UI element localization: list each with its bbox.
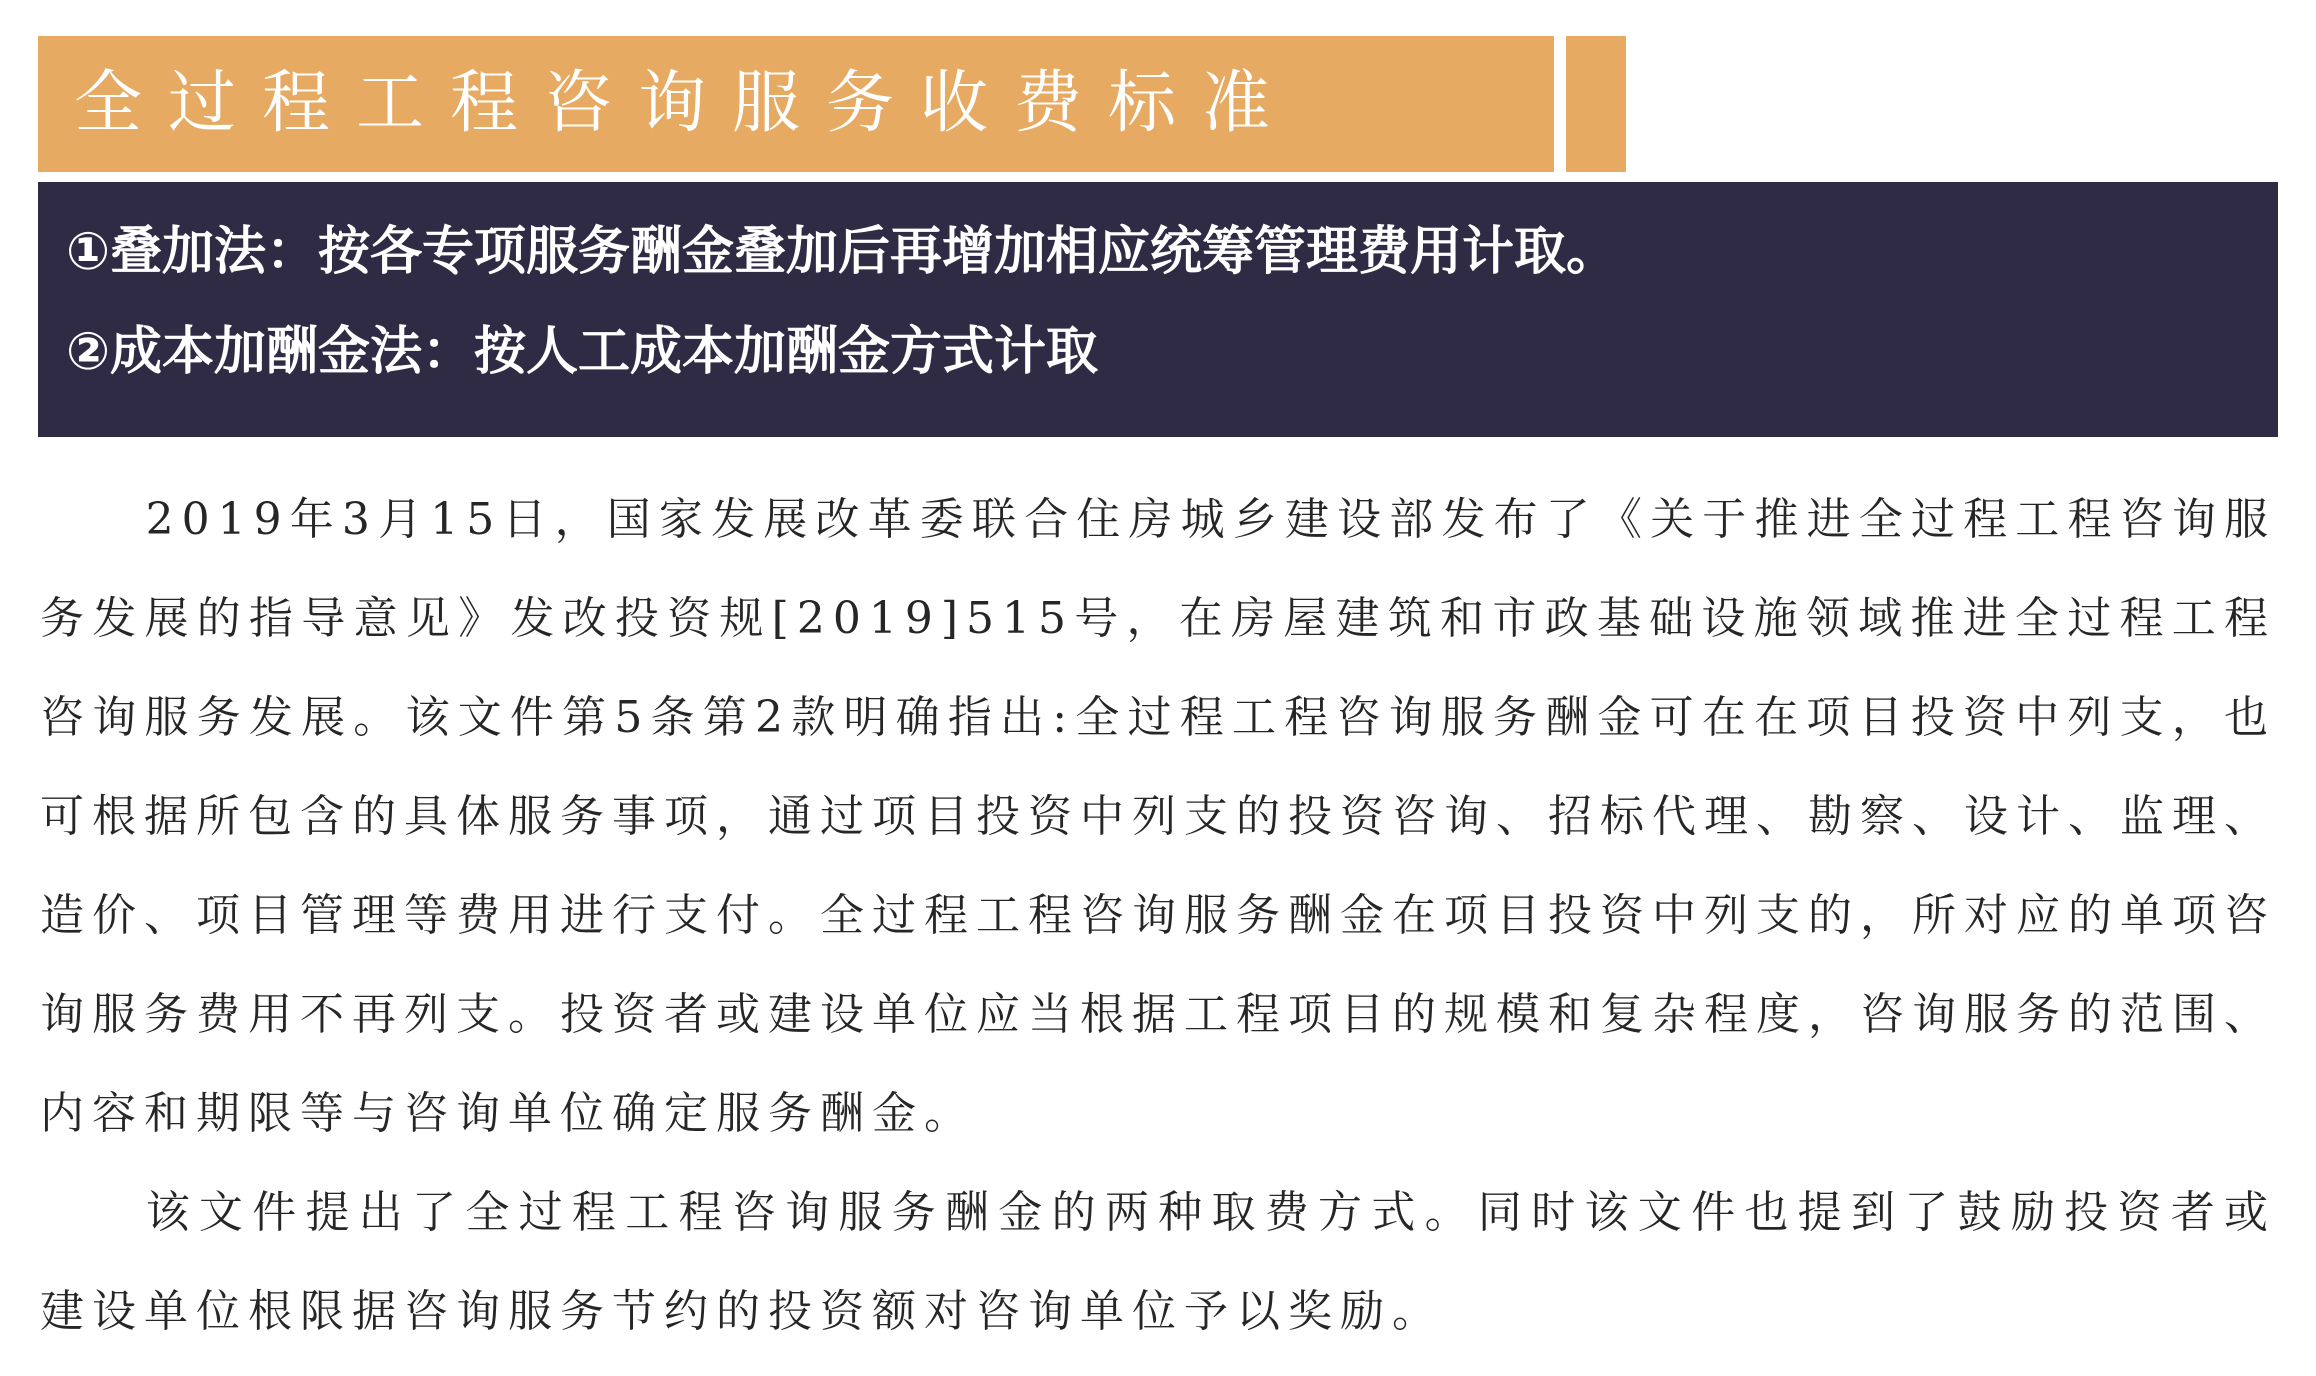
- title-accent-block: [1566, 36, 1626, 172]
- article-paragraph: 2019年3月15日，国家发展改革委联合住房城乡建设部发布了《关于推进全过程工程咨询服务发展的指导意见》发改投资规[2019]515号，在房屋建筑和市政基础设施领域推进全过程工程咨询服务发展。该文件第5条第2款明确指出:全过程工程咨询服务酬金可在在项目投资中列支，也可根据所包含的具体服务事项，通过项目投资中列支的投资咨询、招标代理、勘察、设计、监理、造价、项目管理等费用进行支付。全过程工程咨询服务酬金在项目投资中列支的，所对应的单项咨询服务费用不再列支。投资者或建设单位应当根据工程项目的规模和复杂程度，咨询服务的范围、内容和期限等与咨询单位确定服务酬金。: [40, 494, 2276, 1139]
- method-item-overlay: ①叠加法：按各专项服务酬金叠加后再增加相应统筹管理费用计取。: [66, 222, 1619, 282]
- page-title: 全过程工程咨询服务收费标准: [74, 64, 1297, 143]
- article-paragraph: 该文件提出了全过程工程咨询服务酬金的两种取费方式。同时该文件也提到了鼓励投资者或建设单位根限据咨询服务节约的投资额对咨询单位予以奖励。: [40, 1187, 2276, 1337]
- article-body: [40, 470, 2276, 1361]
- fee-methods-box: [38, 182, 2278, 437]
- title-banner: [38, 36, 1554, 172]
- method-item-cost-plus: ②成本加酬金法：按人工成本加酬金方式计取: [66, 322, 1099, 382]
